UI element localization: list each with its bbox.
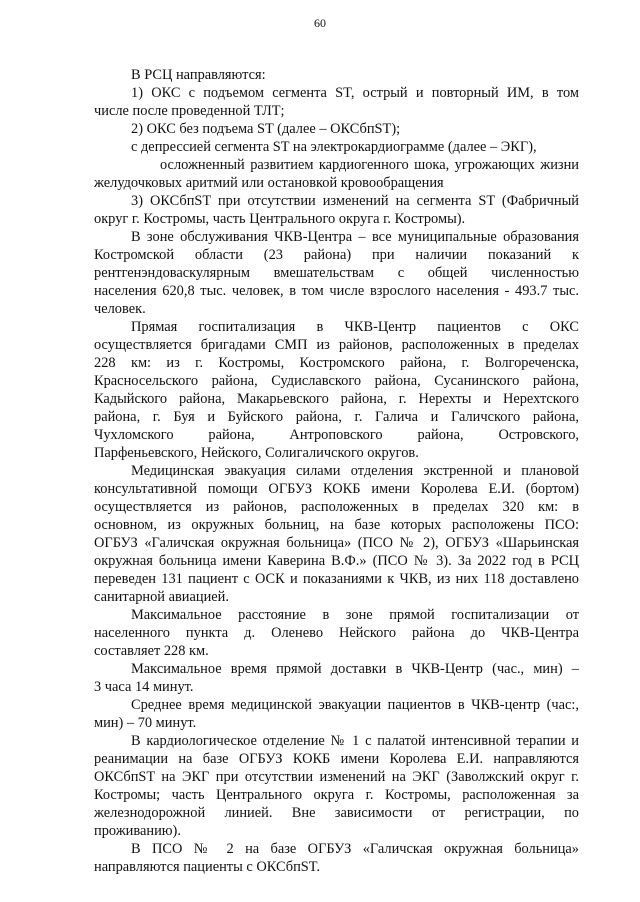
text-line: В РСЦ направляются: <box>131 67 266 83</box>
text-line: Медицинская эвакуация силами отделения экстренной и плановой <box>131 463 579 479</box>
text-line: ОГБУЗ «Галичская окружная больница» (ПСО № 2), ОГБУЗ «Шарьинская <box>94 535 579 551</box>
text-line: Костромской области (23 района) при наличии показаний к <box>94 247 579 263</box>
text-line: Кадыйского района, Макарьевского района, г. Нерехты и Нерехтского <box>94 391 579 407</box>
text-line: числе после проведенной ТЛТ; <box>94 103 285 119</box>
text-line: Костромы; часть Центрального округа г. Костромы, расположенная за <box>94 787 579 803</box>
text-line: с депрессией сегмента ST на электрокардиограмме (далее – ЭКГ), <box>131 139 537 155</box>
text-line: основном, из окружных больниц, на базе которых расположены ПСО: <box>94 517 579 533</box>
text-line: окружная больница имени Каверина В.Ф.» (ПСО № 3). За 2022 год в РСЦ <box>94 553 579 569</box>
text-line: железнодорожной линией. Вне зависимости от регистрации, по <box>94 805 579 821</box>
text-line: консультативной помощи ОГБУЗ КОКБ имени Королева Е.И. (бортом) <box>94 481 579 497</box>
text-line: мин) – 70 минут. <box>94 715 197 731</box>
text-line: округ г. Костромы, часть Центрального округа г. Костромы). <box>94 211 466 227</box>
text-line: Парфеньевского, Нейского, Солигаличского округов. <box>94 445 419 461</box>
text-line: 3 часа 14 минут. <box>94 679 194 695</box>
text-line: 1) ОКС с подъемом сегмента ST, острый и повторный ИМ, в том <box>131 85 579 101</box>
text-line: человек. <box>94 301 146 317</box>
text-line: переведен 131 пациент с ОСК и показаниями к ЧКВ, из них 118 доставлено <box>94 571 579 587</box>
text-line: населения 620,8 тыс. человек, в том числе взрослого населения - 493.7 тыс. <box>94 283 579 299</box>
text-line: реанимации на базе ОГБУЗ КОКБ имени Королева Е.И. направляются <box>94 751 579 767</box>
text-line: Чухломского района, Антроповского района, Островского, <box>94 427 579 443</box>
text-line: населенного пункта д. Оленево Нейского района до ЧКВ-Центра <box>94 625 579 641</box>
text-line: Среднее время медицинской эвакуации пациентов в ЧКВ-центр (час:, <box>131 697 579 713</box>
text-line: осуществляется бригадами СМП из районов, расположенных в пределах <box>94 337 579 353</box>
text-line: 3) ОКСбпST при отсутствии изменений на сегмента ST (Фабричный <box>131 193 579 209</box>
text-line: санитарной авиацией. <box>94 589 229 605</box>
text-line: В кардиологическое отделение № 1 с палатой интенсивной терапии и <box>131 733 579 749</box>
page-number: 60 <box>314 16 326 30</box>
text-line: Максимальное время прямой доставки в ЧКВ-Центр (час., мин) – <box>131 661 579 677</box>
text-line: В зоне обслуживания ЧКВ-Центра – все муниципальные образования <box>131 229 579 245</box>
text-line: ОКСбпST на ЭКГ при отсутствии изменений на ЭКГ (Заволжский округ г. <box>94 769 579 785</box>
text-line: составляет 228 км. <box>94 643 209 659</box>
text-line: района, г. Буя и Буйского района, г. Галича и Галичского района, <box>94 409 579 425</box>
text-line: направляются пациенты с ОКСбпST. <box>94 859 321 875</box>
text-line: осложненный развитием кардиогенного шока, угрожающих жизни <box>160 157 579 173</box>
text-line: Красносельского района, Судиславского района, Сусанинского района, <box>94 373 579 389</box>
text-line: осуществляется из районов, расположенных в пределах 320 км: в <box>94 499 579 515</box>
text-line: проживанию). <box>94 823 181 839</box>
text-line: 2) ОКС без подъема ST (далее – ОКСбпST); <box>131 121 401 137</box>
text-line: В ПСО № 2 на базе ОГБУЗ «Галичская окружная больница» <box>131 841 579 857</box>
text-line: желудочковых аритмий или остановкой кровообращения <box>94 175 444 191</box>
text-line: 228 км: из г. Костромы, Костромского района, г. Волгореченска, <box>94 355 579 371</box>
text-line: Прямая госпитализация в ЧКВ-Центр пациентов с ОКС <box>131 319 579 335</box>
text-line: рентгенэндоваскулярным вмешательствам с общей численностью <box>94 265 579 281</box>
text-line: Максимальное расстояние в зоне прямой госпитализации от <box>131 607 579 623</box>
